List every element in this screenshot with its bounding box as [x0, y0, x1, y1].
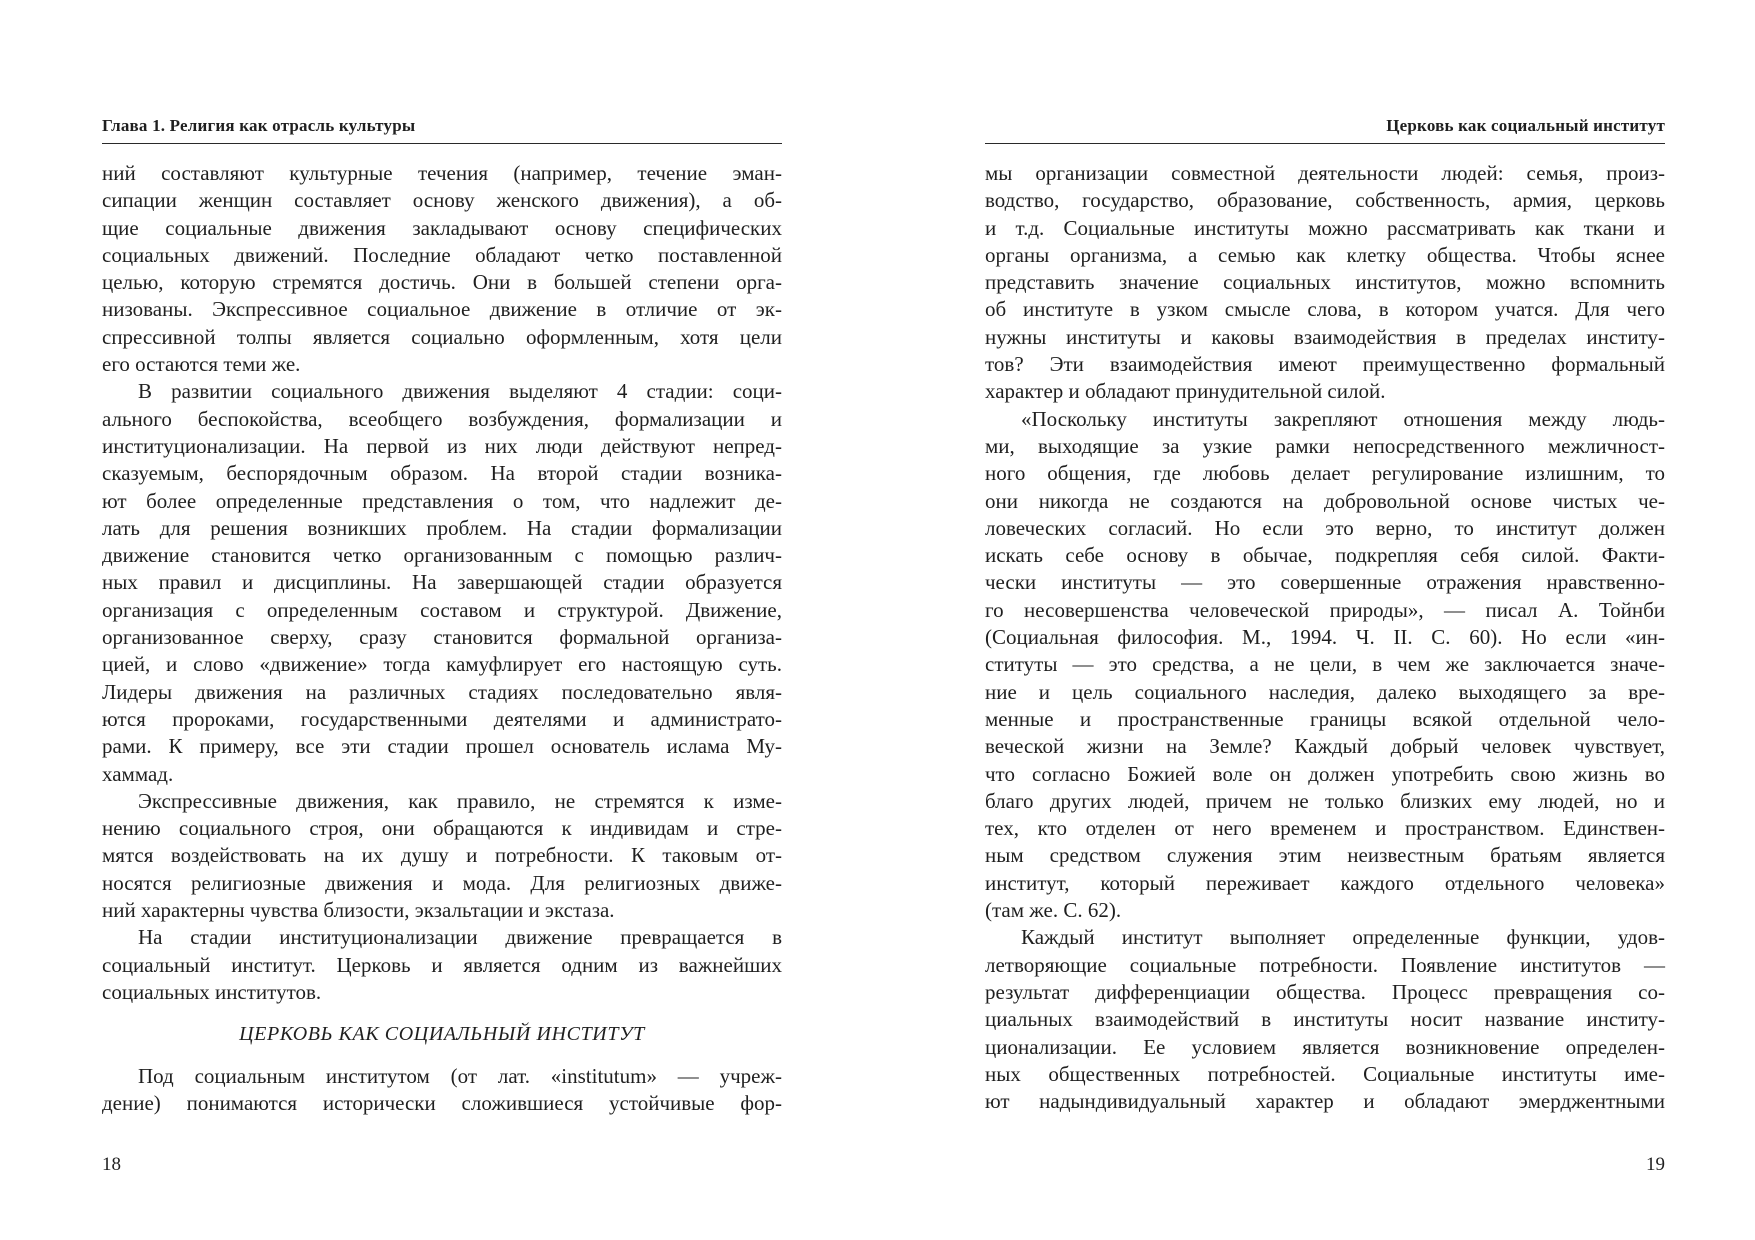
text-line: ются пророками, государственными деятелями и администрато-: [102, 706, 782, 731]
text-line: летворяющие социальные потребности. Появление институтов —: [985, 952, 1665, 977]
text-line: рами. К примеру, все эти стадии прошел основатель ислама Му-: [102, 734, 782, 759]
text-line: ют надындивидуальный характер и обладают эмерджентными: [985, 1089, 1665, 1114]
text-line: (Социальная философия. М., 1994. Ч. II. С. 60). Но если «ин-: [985, 625, 1665, 650]
text-line: тех, кто отделен от него временем и пространством. Единствен-: [985, 816, 1665, 841]
text-line: мы организации совместной деятельности людей: семья, произ-: [985, 161, 1665, 185]
text-line: искать себе основу в обычае, подкрепляя себя силой. Факти-: [985, 543, 1665, 568]
left-header-rule: [102, 143, 782, 144]
text-line: циальных взаимодействий в институты носит название институ-: [985, 1007, 1665, 1032]
left-page: [102, 0, 782, 1240]
right-running-head: Церковь как социальный институт: [1386, 116, 1665, 135]
text-line: ных правил и дисциплины. На завершающей стадии образуется: [102, 570, 782, 595]
text-line: менные и пространственные границы всякой отдельной чело-: [985, 706, 1665, 731]
text-line: они никогда не создаются на добровольной основе чистых че-: [985, 488, 1665, 513]
text-line: ального беспокойства, всеобщего возбуждения, формализации и: [102, 406, 782, 431]
text-line: ным средством служения этим неизвестным братьям является: [985, 843, 1665, 868]
text-line: социальный институт. Церковь и является одним из важнейших: [102, 952, 782, 977]
text-line: об институте в узком смысле слова, в котором учатся. Для чего: [985, 297, 1665, 322]
text-line: и т.д. Социальные институты можно рассматривать как ткани и: [985, 215, 1665, 240]
text-line: благо других людей, причем не только близких ему людей, но и: [985, 788, 1665, 813]
text-line: Экспрессивные движения, как правило, не стремятся к изме-: [138, 788, 782, 813]
text-line: ловеческих согласий. Но если это верно, то институт должен: [985, 515, 1665, 540]
text-line: хаммад.: [102, 761, 174, 786]
right-body-text: [985, 160, 1665, 1115]
text-line: В развитии социального движения выделяют 4 стадии: соци-: [138, 379, 782, 404]
text-line: мятся воздействовать на их душу и потребности. К таковым от-: [102, 843, 782, 868]
text-line: Под социальным институтом (от лат. «institutum» — учреж-: [138, 1063, 782, 1088]
left-text-block-after-title: [102, 1063, 782, 1118]
left-running-head: Глава 1. Религия как отрасль культуры: [102, 116, 416, 135]
text-line: ных общественных потребностей. Социальные институты име-: [985, 1061, 1665, 1086]
text-line: ний составляют культурные течения (например, течение эман-: [102, 161, 782, 185]
text-line: ний характерны чувства близости, экзальтации и экстаза.: [102, 898, 615, 923]
text-line: На стадии институционализации движение превращается в: [138, 925, 782, 950]
text-line: органы организма, а семью как клетку общества. Чтобы яснее: [985, 242, 1665, 267]
text-line: «Поскольку институты закрепляют отношения между людь-: [1021, 406, 1665, 431]
text-line: нению социального строя, они обращаются к индивидам и стре-: [102, 816, 782, 841]
text-line: (там же. С. 62).: [985, 898, 1122, 923]
text-line: результат дифференциации общества. Процесс превращения со-: [985, 979, 1665, 1004]
text-line: организация с определенным составом и структурой. Движение,: [102, 597, 782, 622]
text-line: целью, которую стремятся достичь. Они в большей степени орга-: [102, 270, 782, 295]
text-line: нужны институты и каковы взаимодействия в пределах институ-: [985, 324, 1665, 349]
text-line: институт, который переживает каждого отдельного человека»: [985, 870, 1665, 895]
text-line: ституты — это средства, а не цели, в чем же заключается значе-: [985, 652, 1665, 677]
text-line: ционализации. Ее условием является возникновение определен-: [985, 1034, 1665, 1059]
text-line: движение становится четко организованным с помощью различ-: [102, 543, 782, 568]
text-line: социальных институтов.: [102, 979, 322, 1004]
right-page-number: 19: [1646, 1154, 1665, 1175]
text-line: социальных движений. Последние обладают четко поставленной: [102, 242, 782, 267]
text-line: щие социальные движения закладывают основу специфических: [102, 215, 782, 240]
text-line: сипации женщин составляет основу женского движения), а об-: [102, 188, 782, 213]
text-line: чески институты — это совершенные отражения нравственно-: [985, 570, 1665, 595]
text-line: ми, выходящие за узкие рамки непосредственного межличност-: [985, 433, 1665, 458]
text-line: сказуемым, беспорядочным образом. На второй стадии возника-: [102, 461, 782, 486]
text-line: ного общения, где любовь делает регулирование излишним, то: [985, 461, 1665, 486]
text-line: спрессивной толпы является социально оформленным, хотя цели: [102, 324, 782, 349]
left-text-block-before-title: [102, 160, 782, 1006]
left-body-text: [102, 160, 782, 1117]
text-line: что согласно Божией воле он должен употребить свою жизнь во: [985, 761, 1665, 786]
right-page: [985, 0, 1665, 1240]
text-line: ют более определенные представления о том, что надлежит де-: [102, 488, 782, 513]
section-title: ЦЕРКОВЬ КАК СОЦИАЛЬНЫЙ ИНСТИТУТ: [239, 1023, 645, 1046]
text-line: водство, государство, образование, собственность, армия, церковь: [985, 188, 1665, 213]
left-page-number: 18: [102, 1154, 121, 1175]
text-line: тов? Эти взаимодействия имеют преимущественно формальный: [985, 352, 1665, 377]
text-line: институционализации. На первой из них люди действуют непред-: [102, 433, 782, 458]
right-header-rule: [985, 143, 1665, 144]
text-line: характер и обладают принудительной силой.: [985, 379, 1386, 404]
text-line: цией, и слово «движение» тогда камуфлирует его настоящую суть.: [102, 652, 782, 677]
text-line: дение) понимаются исторически сложившиеся устойчивые фор-: [102, 1090, 782, 1115]
text-line: Лидеры движения на различных стадиях последовательно явля-: [102, 679, 782, 704]
text-line: ние и цель социального наследия, далеко выходящего за вре-: [985, 679, 1665, 704]
right-text-block: [985, 160, 1665, 1115]
text-line: представить значение социальных институтов, можно вспомнить: [985, 270, 1665, 295]
text-line: Каждый институт выполняет определенные функции, удов-: [1021, 925, 1665, 950]
text-line: организованное сверху, сразу становится формальной организа-: [102, 625, 782, 650]
text-line: лать для решения возникших проблем. На стадии формализации: [102, 515, 782, 540]
text-line: его остаются теми же.: [102, 352, 301, 377]
text-line: низованы. Экспрессивное социальное движение в отличие от эк-: [102, 297, 782, 322]
text-line: веческой жизни на Земле? Каждый добрый человек чувствует,: [985, 734, 1665, 759]
text-line: носятся религиозные движения и мода. Для религиозных движе-: [102, 870, 782, 895]
text-line: го несовершенства человеческой природы», — писал А. Тойнби: [985, 597, 1665, 622]
